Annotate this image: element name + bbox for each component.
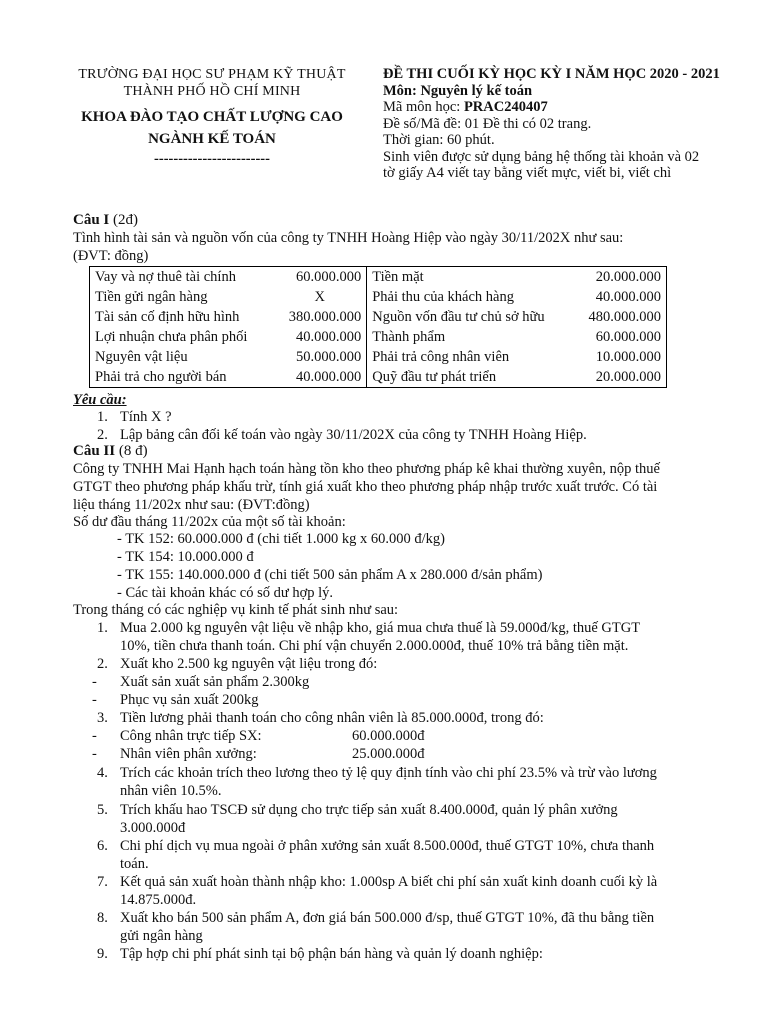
opening-balance-item: - TK 152: 60.000.000 đ (chi tiết 1.000 kg x 60.000 đ/kg) <box>117 531 445 547</box>
transaction-number: 7. <box>97 874 108 890</box>
assets-table-row <box>90 287 667 307</box>
assets-item-name: Vay và nợ thuê tài chính <box>95 269 236 285</box>
requirement-text: Tính X ? <box>120 409 172 425</box>
assets-item-amount: 40.000.000 <box>595 289 661 305</box>
exam-note-line1: Sinh viên được sử dụng bảng hệ thống tài khoản và 02 <box>383 148 700 165</box>
assets-item-amount: 40.000.000 <box>295 369 362 385</box>
opening-balance-item: - TK 154: 10.000.000 đ <box>117 549 254 565</box>
assets-item-name: Tiền mặt <box>367 267 573 288</box>
bullet-dash: - <box>92 674 97 690</box>
assets-table-row <box>90 327 667 347</box>
bullet-dash: - <box>92 728 97 744</box>
course-code-label: Mã môn học: <box>383 99 464 115</box>
transaction-3: Tiền lương phải thanh toán cho công nhân viên là 85.000.000đ, trong đó: <box>120 710 544 726</box>
assets-item-name: Thành phẩm <box>367 327 573 347</box>
assets-item-amount: 50.000.000 <box>295 349 362 365</box>
university-name-line1: TRƯỜNG ĐẠI HỌC SƯ PHẠM KỸ THUẬT <box>78 67 346 82</box>
question1-points: (2đ) <box>109 212 139 228</box>
exam-note-line2: tờ giấy A4 viết tay bằng viết mực, viết bi, viết chì <box>383 165 672 181</box>
question1-intro-line2: (ĐVT: đồng) <box>73 248 149 264</box>
assets-item-name: Phải trả cho người bán <box>95 369 227 385</box>
major-name: NGÀNH KẾ TOÁN <box>148 131 276 147</box>
assets-item-amount: 10.000.000 <box>595 349 661 365</box>
transaction-1-line2: 10%, tiền chưa thanh toán. Chi phí vận chuyển 2.000.000đ, thuế 10% trả bằng tiền mặt. <box>120 638 629 654</box>
transactions-label: Trong tháng có các nghiệp vụ kinh tế phát sinh như sau: <box>73 602 399 618</box>
exam-duration: Thời gian: 60 phút. <box>383 132 495 148</box>
transaction-number: 9. <box>97 946 108 962</box>
transaction-3-b-label: Nhân viên phân xưởng: <box>120 746 257 762</box>
transaction-number: 4. <box>97 765 108 781</box>
assets-item-name: Quỹ đầu tư phát triển <box>367 367 573 388</box>
transaction-2-a: Xuất sản xuất sản phẩm 2.300kg <box>120 674 310 690</box>
transaction-7-line2: 14.875.000đ. <box>120 892 197 908</box>
assets-table <box>89 266 667 388</box>
transaction-3-a-value: 60.000.000đ <box>352 728 425 744</box>
transaction-9: Tập hợp chi phí phát sinh tại bộ phận bán hàng và quản lý doanh nghiệp: <box>120 946 543 962</box>
transaction-8-line1: Xuất kho bán 500 sản phẩm A, đơn giá bán 500.000 đ/sp, thuế GTGT 10%, đã thu bằng tiền <box>120 910 655 926</box>
transaction-5-line1: Trích khấu hao TSCĐ sử dụng cho trực tiếp sản xuất 8.400.000đ, quản lý phân xưởng <box>120 802 618 818</box>
assets-item-amount: 20.000.000 <box>595 269 661 285</box>
opening-balance-item: - Các tài khoản khác có số dư hợp lý. <box>117 585 334 601</box>
requirements-label: Yêu cầu: <box>73 392 127 408</box>
assets-item-name: Nguồn vốn đầu tư chủ sở hữu <box>367 307 573 327</box>
opening-balance-label: Số dư đầu tháng 11/202x của một số tài khoản: <box>73 514 346 530</box>
transaction-2-b: Phục vụ sản xuất 200kg <box>120 692 259 708</box>
transaction-number: 2. <box>97 656 108 672</box>
transaction-6-line1: Chi phí dịch vụ mua ngoài ở phân xưởng sản xuất 8.500.000đ, thuế GTGT 10%, chưa thanh <box>120 838 655 854</box>
requirement-number: 1. <box>97 409 108 425</box>
header-right <box>383 66 753 182</box>
question2-heading <box>73 442 148 460</box>
bullet-dash: - <box>92 746 97 762</box>
header-left <box>52 66 372 168</box>
transaction-3-a-label: Công nhân trực tiếp SX: <box>120 728 262 744</box>
assets-table-row <box>90 267 667 288</box>
assets-item-amount: 20.000.000 <box>595 369 661 385</box>
question1-title: Câu I <box>73 212 110 228</box>
transaction-number: 6. <box>97 838 108 854</box>
assets-item-amount: 60.000.000 <box>295 269 362 285</box>
requirement-number: 2. <box>97 427 108 443</box>
header-divider: ------------------------ <box>154 151 270 167</box>
question2-title: Câu II <box>73 443 116 459</box>
transaction-1-line1: Mua 2.000 kg nguyên vật liệu về nhập kho, giá mua chưa thuế là 59.000đ/kg, thuế GTGT <box>120 620 641 636</box>
assets-item-name: Nguyên vật liệu <box>95 349 188 365</box>
university-name-line2: THÀNH PHỐ HỒ CHÍ MINH <box>123 84 301 99</box>
transaction-7-line1: Kết quả sản xuất hoàn thành nhập kho: 1.000sp A biết chi phí sản xuất kinh doanh cuối kỳ là <box>120 874 658 890</box>
assets-item-amount: 60.000.000 <box>595 329 661 345</box>
question2-intro-line2: GTGT theo phương pháp khấu trừ, tính giá xuất kho theo phương pháp nhập trước xuất trước. Có tài <box>73 479 658 495</box>
question1-heading <box>73 211 138 229</box>
transaction-number: 1. <box>97 620 108 636</box>
transaction-number: 8. <box>97 910 108 926</box>
exam-title: ĐỀ THI CUỐI KỲ HỌC KỲ I NĂM HỌC 2020 - 2021 <box>383 66 720 82</box>
assets-item-amount: 480.000.000 <box>588 309 661 325</box>
transaction-5-line2: 3.000.000đ <box>120 820 186 836</box>
opening-balance-item: - TK 155: 140.000.000 đ (chi tiết 500 sản phẩm A x 280.000 đ/sản phẩm) <box>117 567 543 583</box>
transaction-2: Xuất kho 2.500 kg nguyên vật liệu trong đó: <box>120 656 378 672</box>
transaction-4-line1: Trích các khoản trích theo lương theo tỷ lệ quy định tính vào chi phí 23.5% và trừ vào lương <box>120 765 657 781</box>
question2-points: (8 đ) <box>115 443 148 459</box>
assets-item-amount: 40.000.000 <box>295 329 362 345</box>
question1-intro-line1: Tình hình tài sản và nguồn vốn của công ty TNHH Hoàng Hiệp vào ngày 30/11/202X như sau: <box>73 230 624 246</box>
course-code-line <box>383 99 753 116</box>
assets-item-name: Tiền gửi ngân hàng <box>95 289 208 305</box>
assets-item-amount: 380.000.000 <box>288 309 362 325</box>
bullet-dash: - <box>92 692 97 708</box>
transaction-3-b-value: 25.000.000đ <box>352 746 425 762</box>
transaction-number: 5. <box>97 802 108 818</box>
question2-intro-line1: Công ty TNHH Mai Hạnh hạch toán hàng tồn kho theo phương pháp kê khai thường xuyên, nộp thuế <box>73 461 660 477</box>
subject-label: Môn: Nguyên lý kế toán <box>383 82 533 99</box>
assets-item-name: Phải thu của khách hàng <box>367 287 573 307</box>
transaction-4-line2: nhân viên 10.5%. <box>120 783 222 799</box>
assets-table-row <box>90 307 667 327</box>
transaction-6-line2: toán. <box>120 856 149 872</box>
faculty-name: KHOA ĐÀO TẠO CHẤT LƯỢNG CAO <box>81 109 343 125</box>
assets-item-name: Lợi nhuận chưa phân phối <box>95 329 248 345</box>
question2-intro-line3: liệu tháng 11/202x như sau: (ĐVT:đồng) <box>73 497 310 513</box>
exam-code: Đề số/Mã đề: 01 Đề thi có 02 trang. <box>383 115 592 132</box>
assets-table-row <box>90 367 667 388</box>
transaction-number: 3. <box>97 710 108 726</box>
requirement-text: Lập bảng cân đối kế toán vào ngày 30/11/202X của công ty TNHH Hoàng Hiệp. <box>120 427 587 443</box>
assets-item-name: Tài sản cố định hữu hình <box>95 309 240 325</box>
course-code: PRAC240407 <box>463 99 548 115</box>
assets-item-amount: X <box>314 289 325 305</box>
transaction-8-line2: gửi ngân hàng <box>120 928 203 944</box>
assets-table-row <box>90 347 667 367</box>
assets-item-name: Phải trả công nhân viên <box>367 347 573 367</box>
